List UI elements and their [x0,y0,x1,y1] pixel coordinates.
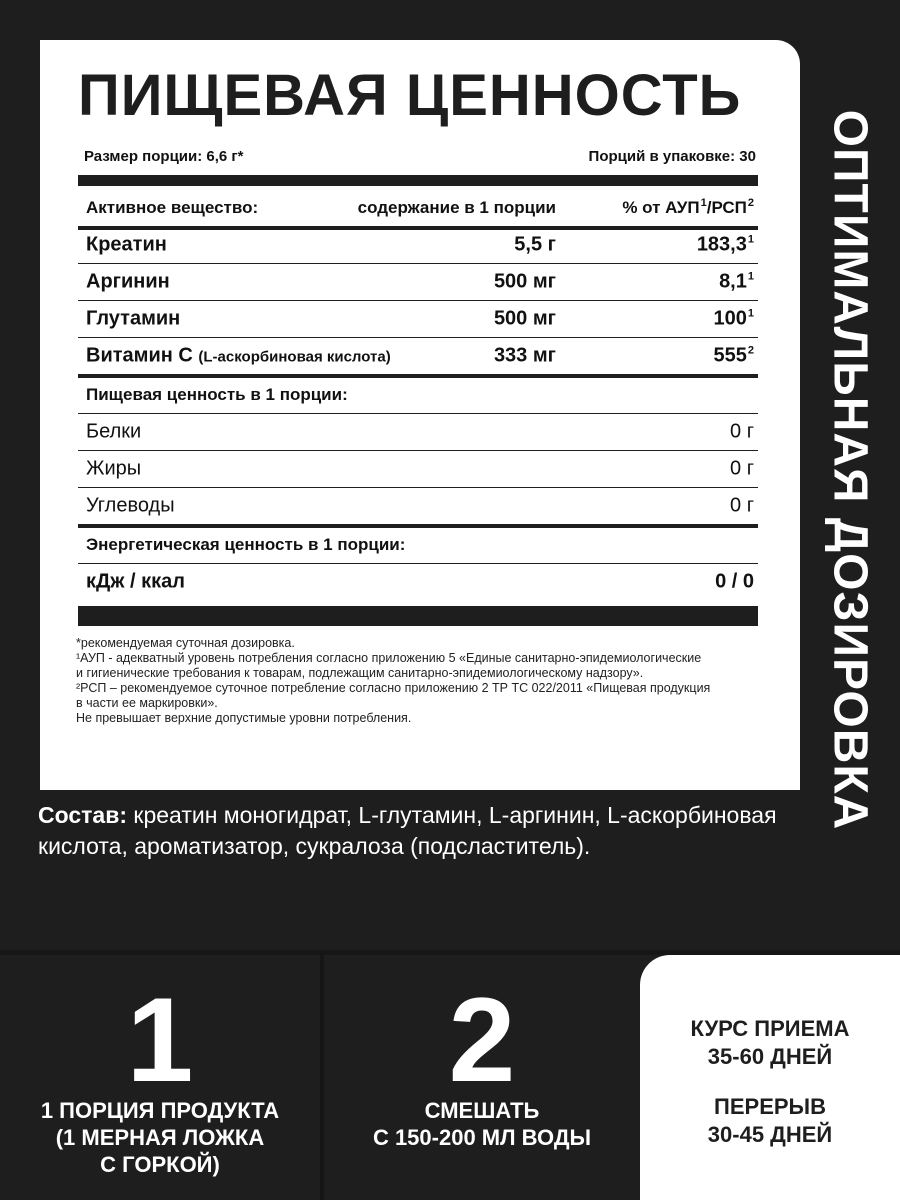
footnote: Не превышает верхние допустимые уровни потребления. [76,711,412,725]
table-row [86,301,754,337]
servings-per-pack: Порций в упаковке: 30 [588,148,756,165]
table-header [86,190,754,226]
nutrient-name: Жиры [86,457,142,480]
nutrient-value: 0 г [730,457,754,480]
active-amount: 5,5 г [514,233,556,256]
footnote: ¹АУП - адекватный уровень потребления согласно приложению 5 «Единые санитарно-эпидемиологические [76,651,702,665]
step-text: СМЕШАТЬ [424,1098,540,1123]
active-amount: 500 мг [493,307,556,330]
footnote: *рекомендуемая суточная дозировка. [76,636,295,650]
table-row [86,338,754,374]
active-amount: 333 мг [493,344,556,367]
course-break: ПЕРЕРЫВ [714,1094,826,1119]
step-2-card [324,955,640,1200]
step-text: (1 МЕРНАЯ ЛОЖКА [55,1125,265,1150]
composition-text: креатин моногидрат, L-глутамин, L-аргинин, L-аскорбиновая кислота, ароматизатор, сукралоза (подсластитель). [38,802,777,859]
energy-heading-row [86,527,754,563]
thick-divider [78,175,758,186]
composition-label: Состав: [38,802,128,828]
course-intake: КУРС ПРИЕМА [690,1016,850,1041]
course-break-days: 30-45 ДНЕЙ [707,1122,833,1147]
energy-heading: Энергетическая ценность в 1 порции: [86,535,406,554]
active-name: Аргинин [86,270,170,293]
step-text: 1 ПОРЦИЯ ПРОДУКТА [40,1098,280,1123]
active-amount: 500 мг [493,270,556,293]
active-percent: $555^2$ [713,344,754,367]
active-percent: $100^1$ [713,307,754,330]
step-number: 1 [126,973,194,1107]
nutrient-name: Углеводы [86,494,175,517]
step-text: С ГОРКОЙ) [100,1152,220,1177]
footnote: в части ее маркировки». [76,696,218,710]
side-banner [800,40,900,900]
serving-info [84,148,756,168]
active-percent: $8,1^1$ [719,270,754,293]
footnote: ²РСП – рекомендуемое суточное потребление согласно приложению 2 ТР ТС 022/2011 «Пищевая продукция [76,681,711,695]
table-row [86,564,754,600]
footnote: и гигиенические требования к товарам, подлежащим санитарно-эпидемиологическому надзору». [76,666,644,680]
nutrition-heading: Пищевая ценность в 1 порции: [86,385,348,404]
active-name: Глутамин [86,307,181,330]
nutrient-value: 0 г [730,420,754,443]
table-row [86,451,754,487]
step-1-card [0,955,320,1200]
table-row [86,414,754,450]
side-banner-text: ОПТИМАЛЬНАЯ ДОЗИРОВКА [823,109,877,831]
active-name: Витамин С (L-аскорбиновая кислота) [86,344,391,367]
active-name: Креатин [86,233,167,256]
nutrition-heading-row [86,377,754,413]
header-amount: содержание в 1 порции [357,198,556,217]
serving-size: Размер порции: 6,6 г* [84,148,244,165]
footnotes [76,636,766,726]
nutrient-name: Белки [86,420,142,443]
energy-value: 0 / 0 [715,570,754,593]
table-row [86,264,754,300]
active-percent: 183,3$^1$ [696,233,754,256]
bottom-bar [78,606,758,626]
header-active: Активное вещество: [86,198,259,217]
step-text: С 150-200 МЛ ВОДЫ [372,1125,592,1150]
nutrition-panel [40,40,800,790]
energy-label: кДж / ккал [86,570,185,593]
header-percent: % от АУП$^1$/РСП$^2$ [622,197,754,217]
step-number: 2 [448,973,516,1107]
composition [38,800,798,862]
course-info [640,955,900,1200]
nutrient-value: 0 г [730,494,754,517]
table-row [86,227,754,263]
course-intake-days: 35-60 ДНЕЙ [707,1044,833,1069]
table-row [86,488,754,524]
page-title: ПИЩЕВАЯ ЦЕННОСТЬ [78,63,742,128]
